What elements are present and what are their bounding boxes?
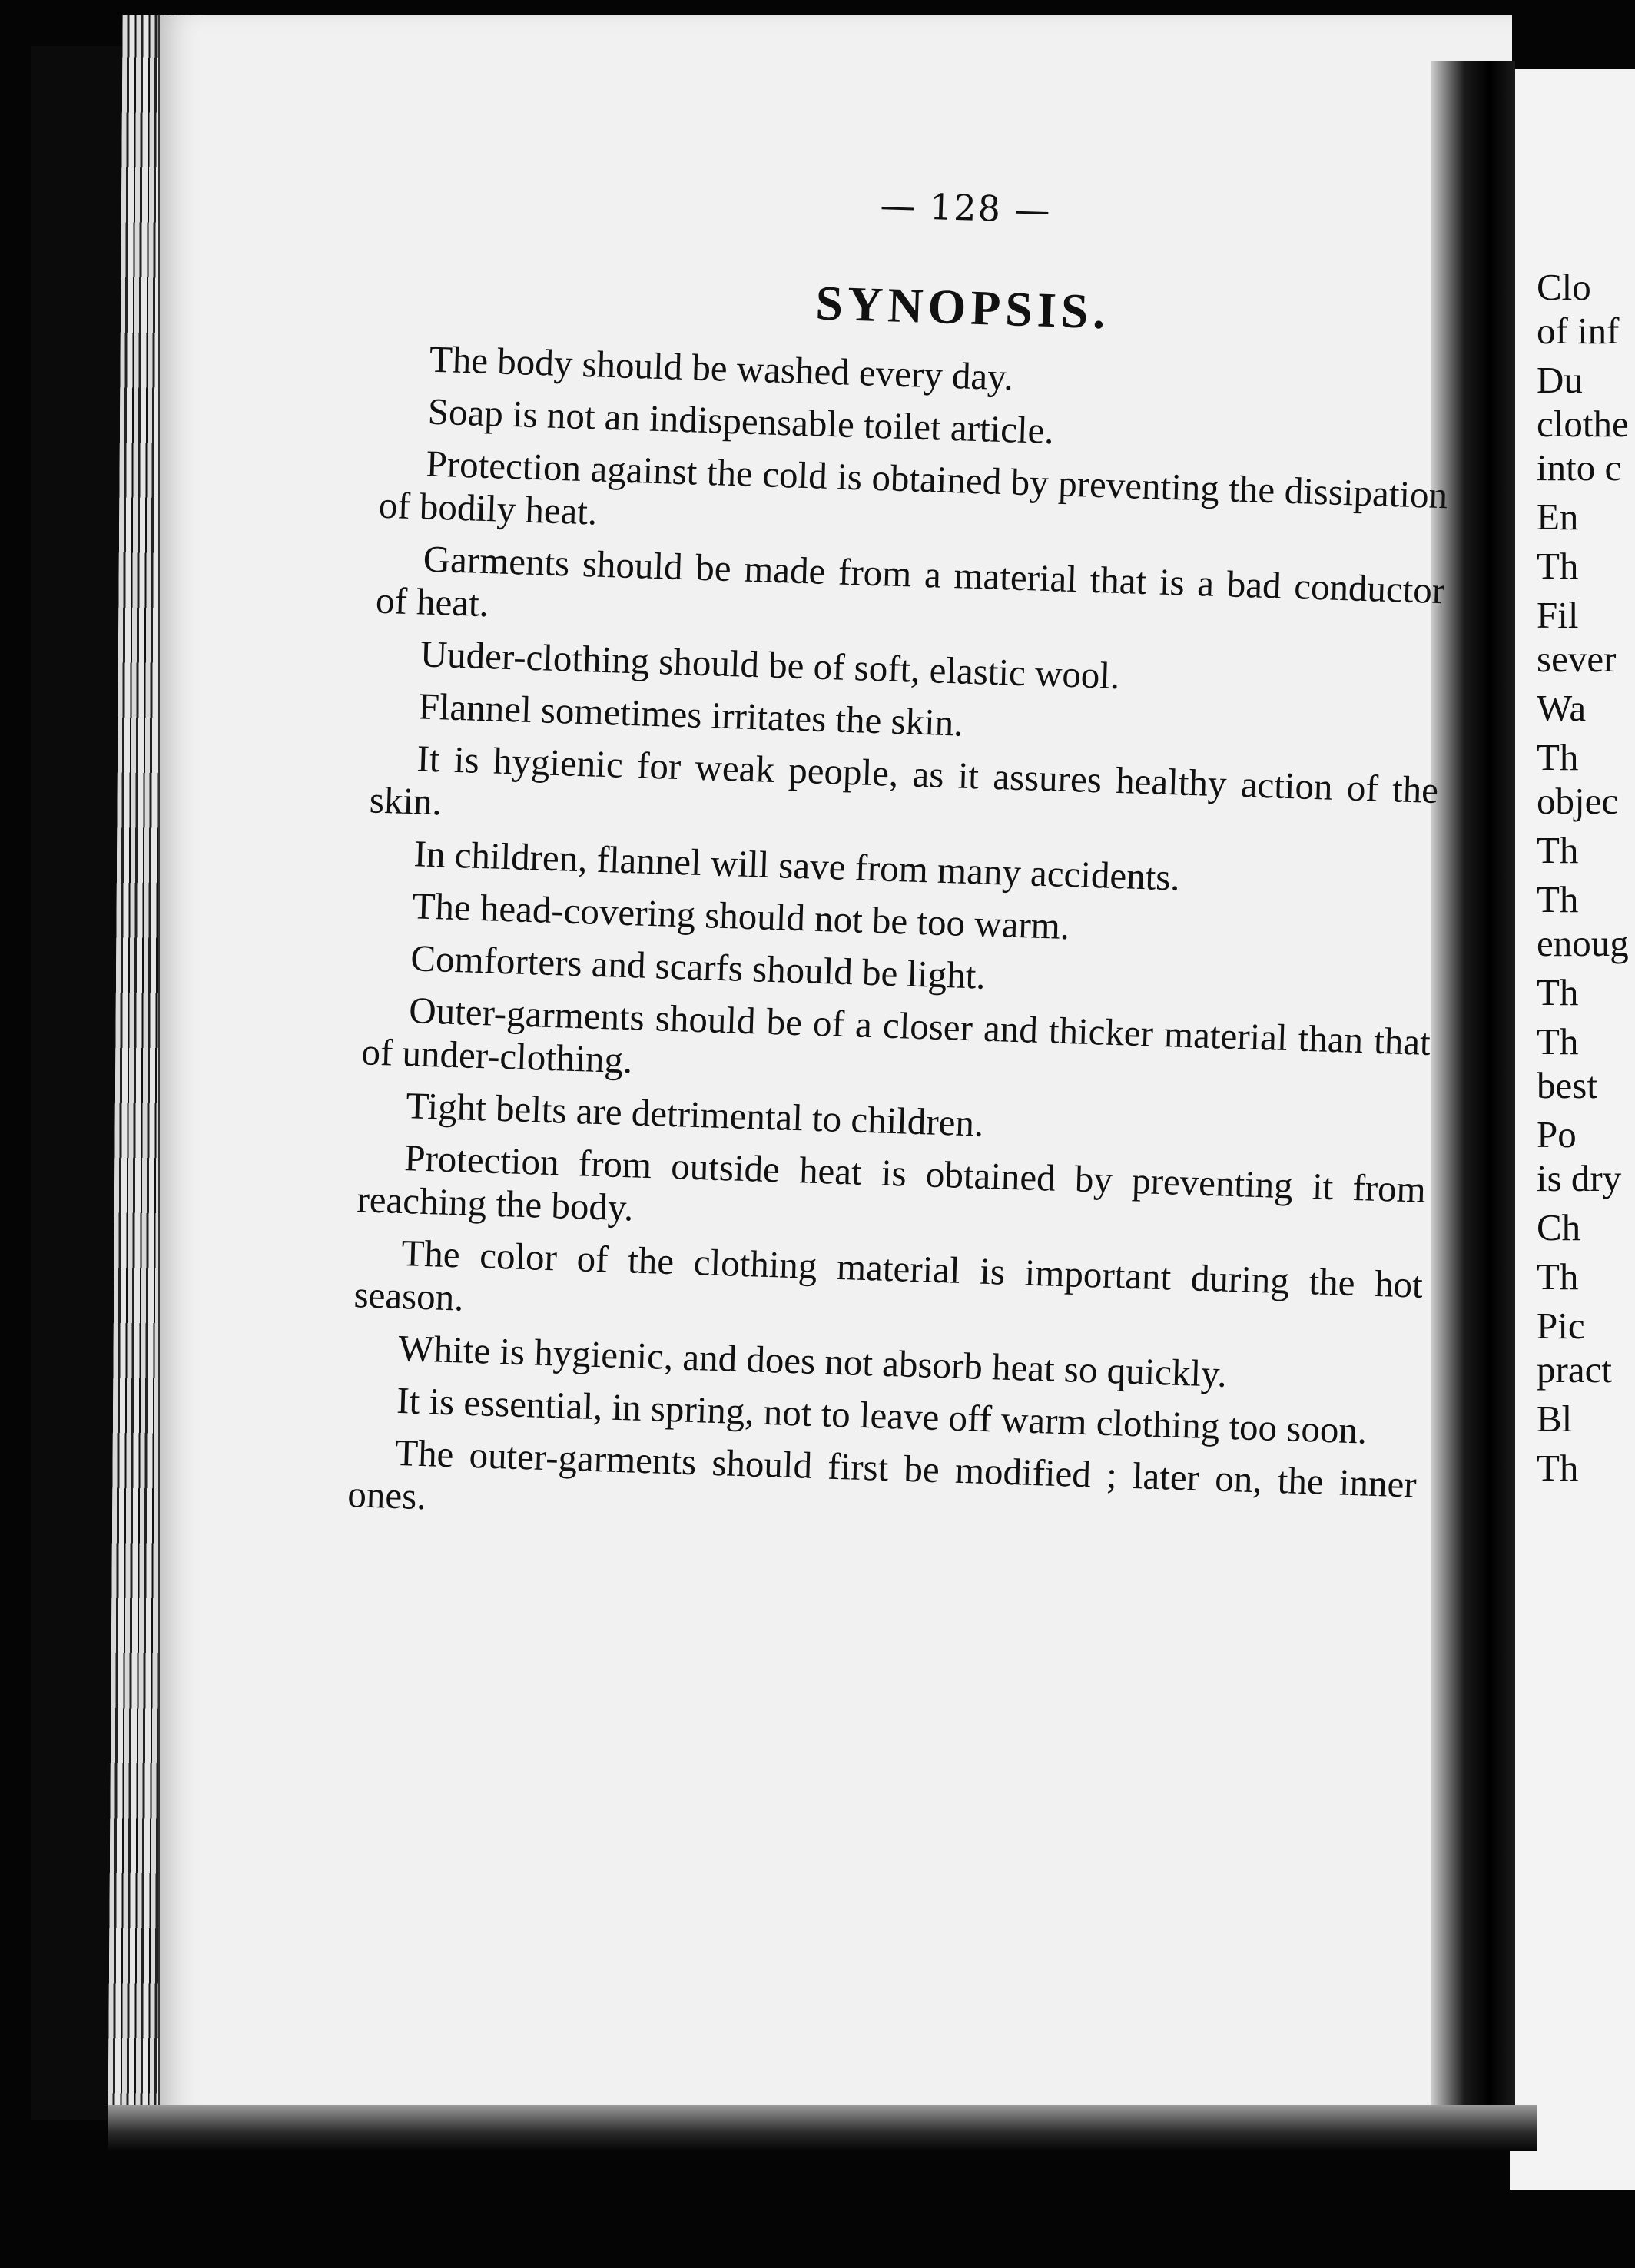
synopsis-paragraph: Garments should be made from a material that is a bad conductor of heat. bbox=[375, 537, 1446, 625]
facing-line: Th bbox=[1537, 736, 1579, 778]
synopsis-paragraph: The color of the clothing material is important during the hot season. bbox=[353, 1232, 1424, 1319]
facing-line: Th bbox=[1537, 1020, 1579, 1063]
page-number: — 128 — bbox=[879, 184, 1053, 231]
facing-line: of inf bbox=[1537, 310, 1620, 352]
facing-line: Th bbox=[1537, 971, 1579, 1013]
facing-line: clothe bbox=[1537, 403, 1629, 445]
synopsis-paragraph: Protection against the cold is obtained by preventing the dissipation of bodily heat. bbox=[378, 442, 1448, 533]
facing-line: Fil bbox=[1537, 594, 1579, 636]
synopsis-paragraph: The head-covering should not be too warm. bbox=[411, 884, 1071, 948]
synopsis-list bbox=[347, 337, 1451, 1559]
facing-line: Wa bbox=[1537, 687, 1587, 729]
facing-line: is dry bbox=[1537, 1157, 1622, 1199]
facing-line: into c bbox=[1537, 446, 1622, 489]
facing-line: Bl bbox=[1537, 1398, 1573, 1440]
synopsis-paragraph: The body should be washed every day. bbox=[429, 337, 1014, 399]
facing-line: Pic bbox=[1537, 1305, 1585, 1347]
facing-line: Th bbox=[1537, 878, 1579, 920]
facing-line: enoug bbox=[1537, 922, 1629, 964]
synopsis-paragraph: Uuder-clothing should be of soft, elastic wool. bbox=[420, 632, 1121, 698]
synopsis-paragraph: It is essential, in spring, not to leave off warm clothing too soon. bbox=[396, 1378, 1368, 1452]
facing-line: Th bbox=[1537, 1255, 1579, 1298]
facing-line: pract bbox=[1537, 1348, 1612, 1391]
facing-line: Po bbox=[1537, 1113, 1577, 1156]
synopsis-paragraph: Outer-garments should be of a closer and thicker material than that of under-clothing. bbox=[360, 989, 1431, 1082]
synopsis-paragraph: Flannel sometimes irritates the skin. bbox=[417, 685, 964, 744]
facing-line: Th bbox=[1537, 545, 1579, 587]
facing-line: Du bbox=[1537, 359, 1583, 401]
synopsis-paragraph: Tight belts are detrimental to children. bbox=[405, 1084, 985, 1145]
facing-line: Th bbox=[1537, 1447, 1579, 1489]
synopsis-paragraph: White is hygienic, and does not absorb heat so quickly. bbox=[397, 1326, 1228, 1395]
synopsis-paragraph: It is hygienic for weak people, as it assures healthy action of the skin. bbox=[369, 737, 1439, 824]
facing-page-text bbox=[1537, 265, 1635, 1495]
synopsis-paragraph: Comforters and scarfs should be light. bbox=[410, 937, 987, 997]
synopsis-paragraph: The outer-garments should first be modified ; later on, the inner ones. bbox=[347, 1431, 1418, 1518]
facing-line: En bbox=[1537, 496, 1579, 538]
facing-line: sever bbox=[1537, 638, 1617, 680]
facing-line: Clo bbox=[1537, 266, 1591, 308]
facing-line: Ch bbox=[1537, 1206, 1581, 1248]
synopsis-paragraph: In children, flannel will save from many accidents. bbox=[413, 832, 1181, 899]
synopsis-paragraph: Protection from outside heat is obtained by preventing it from reaching the body. bbox=[356, 1136, 1427, 1229]
page-title: SYNOPSIS. bbox=[814, 275, 1111, 340]
facing-line: objec bbox=[1537, 780, 1619, 822]
facing-line: Th bbox=[1537, 829, 1579, 871]
synopsis-paragraph: Soap is not an indispensable toilet article. bbox=[427, 390, 1055, 453]
facing-line: best bbox=[1537, 1064, 1597, 1106]
